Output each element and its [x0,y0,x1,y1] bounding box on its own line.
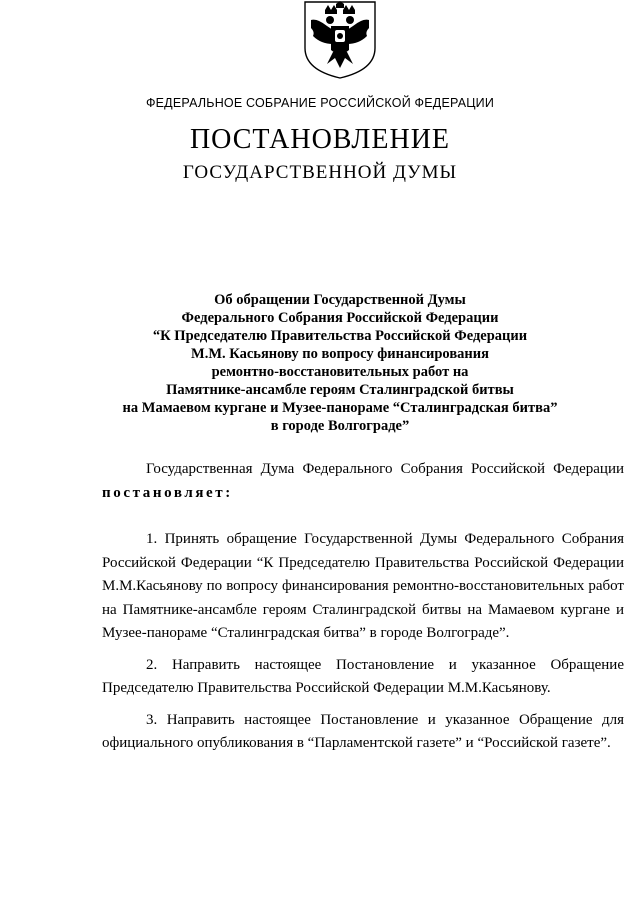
preamble-emphasis: постановляет: [102,484,233,501]
issuer: ГОСУДАРСТВЕННОЙ ДУМЫ [182,162,458,183]
document-body [102,458,624,756]
organization-name: ФЕДЕРАЛЬНОЕ СОБРАНИЕ РОССИЙСКОЙ ФЕДЕРАЦИИ [145,96,495,110]
double-headed-eagle-emblem-icon [303,0,377,80]
subject-line: М.М. Касьянову по вопросу финансирования [191,346,489,362]
subject-line: Об обращении Государственной Думы [214,292,466,308]
document-type: ПОСТАНОВЛЕНИЕ [189,124,451,155]
document-subject [110,291,570,435]
preamble-text: Государственная Дума Федерального Собрания Российской Федерации [146,461,624,477]
resolution-item-3: 3. Направить настоящее Постановление и указанное Обращение для официального опубликования в “Парламентской газете” и “Российской газете”. [102,711,624,751]
preamble [102,458,624,505]
subject-line: ремонтно-восстановительных работ на [211,364,469,380]
subject-line: Федерального Собрания Российской Федерации [181,310,499,326]
resolution-item-1: 1. Принять обращение Государственной Думы Федерального Собрания Российской Федерации “К Председателю Правительства Российской Федерации М.М.Касьянову по вопросу финансирования ремонтно-восстановительных работ на Памятнике-ансамбле героям Сталинградской битвы на Мамаевом кургане и Музее-панораме “Сталинградская битва” в городе Волгограде”. [102,531,624,641]
subject-line: “К Председателю Правительства Российской Федерации [152,328,528,344]
subject-line: на Мамаевом кургане и Музее-панораме “Сталинградская битва” [122,400,558,416]
subject-line: в городе Волгограде” [270,418,410,434]
resolution-item-2: 2. Направить настоящее Постановление и указанное Обращение Председателю Правительства Российской Федерации М.М.Касьянову. [102,656,624,696]
subject-line: Памятнике-ансамбле героям Сталинградской битвы [166,382,514,398]
